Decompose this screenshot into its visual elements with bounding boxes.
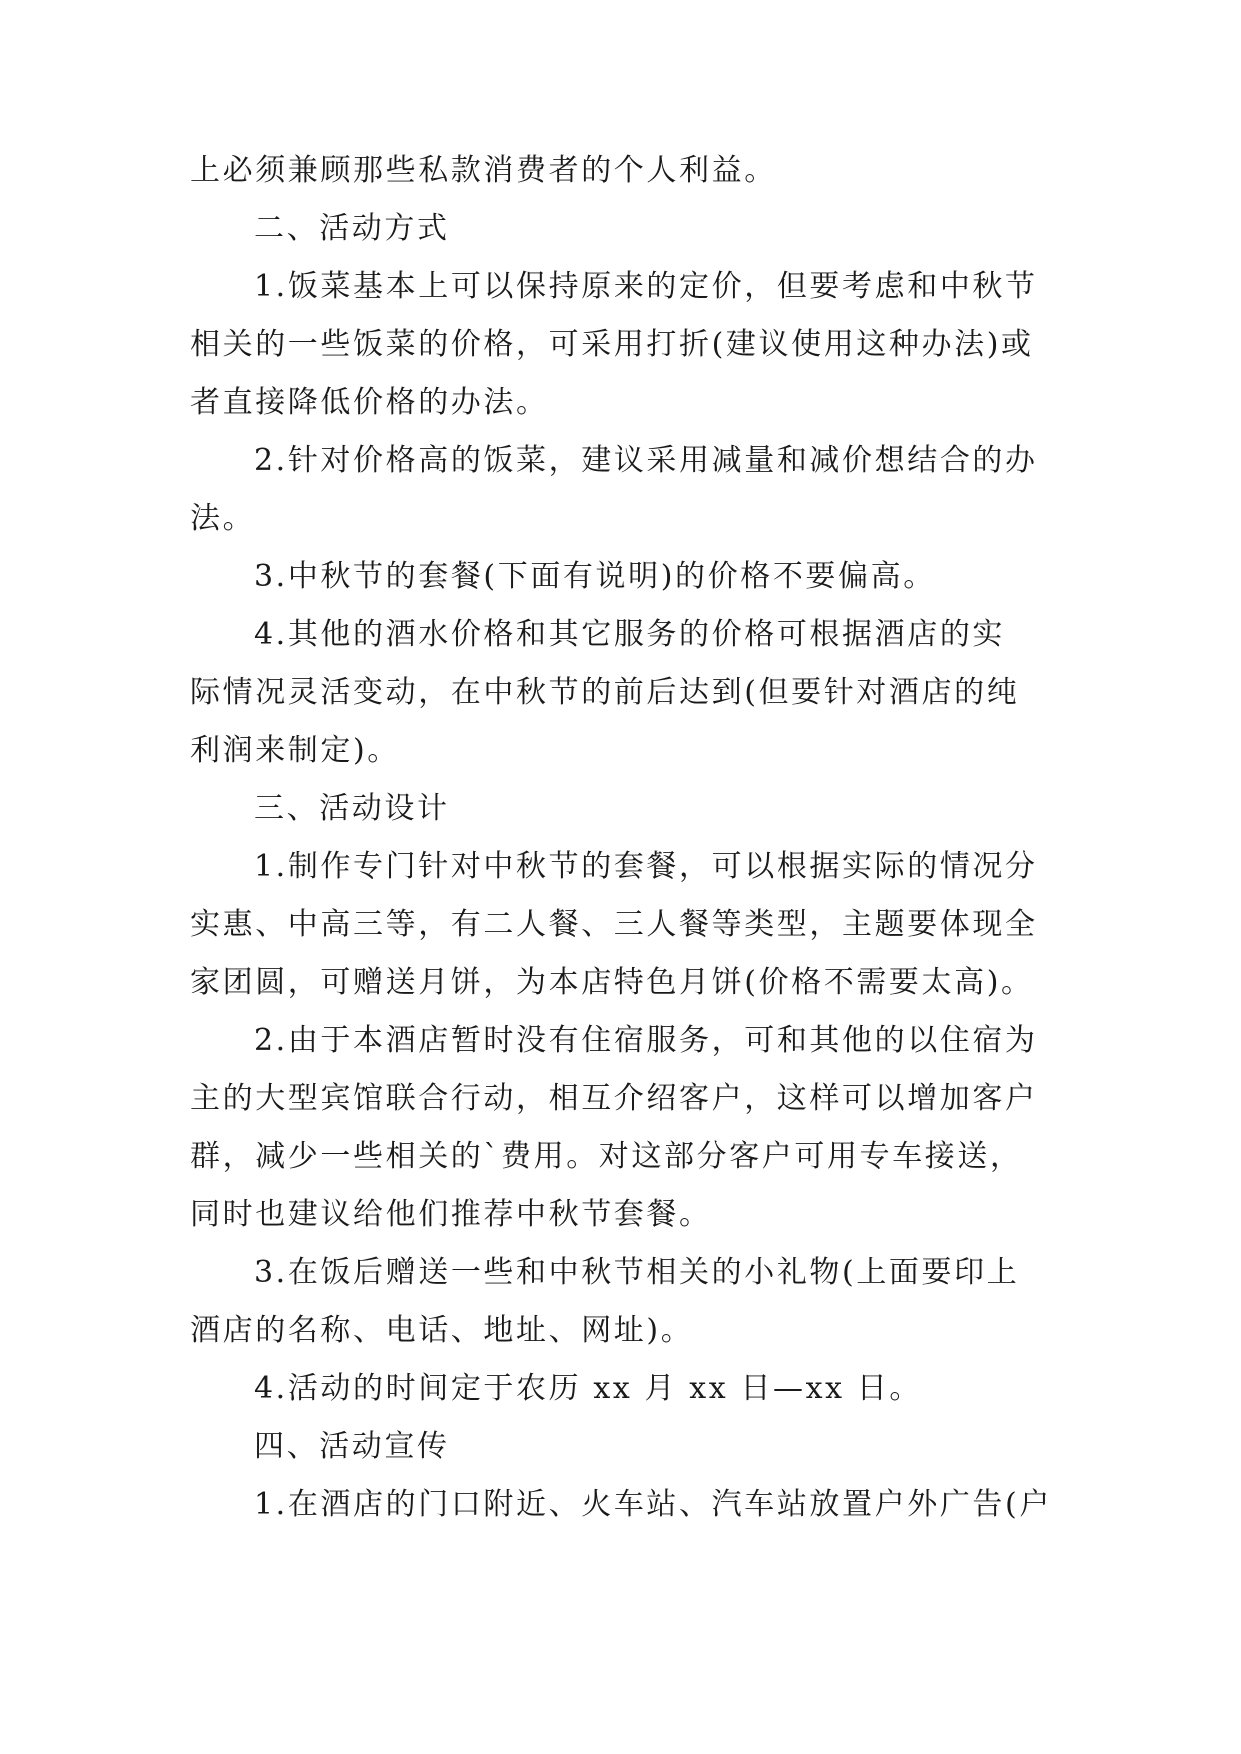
section-heading: 四、活动宣传 (254, 1429, 450, 1464)
text-line: 相关的一些饭菜的价格，可采用打折(建议使用这种办法)或 (190, 327, 1034, 362)
text-line: 利润来制定)。 (190, 733, 400, 768)
text-line: 者直接降低价格的办法。 (190, 385, 549, 420)
text-line: 主的大型宾馆联合行动，相互介绍客户，这样可以增加客户 (190, 1081, 1038, 1116)
list-item: 3.中秋节的套餐(下面有说明)的价格不要偏高。 (254, 559, 936, 594)
list-item: 1.在酒店的门口附近、火车站、汽车站放置户外广告(户 (254, 1487, 1052, 1522)
text-line: 酒店的名称、电话、地址、网址)。 (190, 1313, 694, 1348)
text-line: 法。 (190, 501, 256, 536)
list-item: 2.针对价格高的饭菜，建议采用减量和减价想结合的办 (254, 443, 1038, 478)
section-heading: 二、活动方式 (254, 211, 450, 246)
text-line: 同时也建议给他们推荐中秋节套餐。 (190, 1197, 712, 1232)
text-line: 上必须兼顾那些私款消费者的个人利益。 (190, 153, 777, 188)
list-item: 3.在饭后赠送一些和中秋节相关的小礼物(上面要印上 (254, 1255, 1020, 1290)
text-line: 家团圆，可赠送月饼，为本店特色月饼(价格不需要太高)。 (190, 965, 1034, 1000)
list-item: 1.制作专门针对中秋节的套餐，可以根据实际的情况分 (254, 849, 1038, 884)
list-item: 4.其他的酒水价格和其它服务的价格可根据酒店的实 (254, 617, 1006, 652)
section-heading: 三、活动设计 (254, 791, 450, 826)
text-line: 实惠、中高三等，有二人餐、三人餐等类型，主题要体现全 (190, 907, 1038, 942)
list-item: 2.由于本酒店暂时没有住宿服务，可和其他的以住宿为 (254, 1023, 1038, 1058)
text-line: 际情况灵活变动，在中秋节的前后达到(但要针对酒店的纯 (190, 675, 1020, 710)
list-item: 4.活动的时间定于农历 xx 月 xx 日—xx 日。 (254, 1371, 923, 1406)
text-line: 群，减少一些相关的`费用。对这部分客户可用专车接送， (190, 1139, 1023, 1174)
list-item: 1.饭菜基本上可以保持原来的定价，但要考虑和中秋节 (254, 269, 1038, 304)
